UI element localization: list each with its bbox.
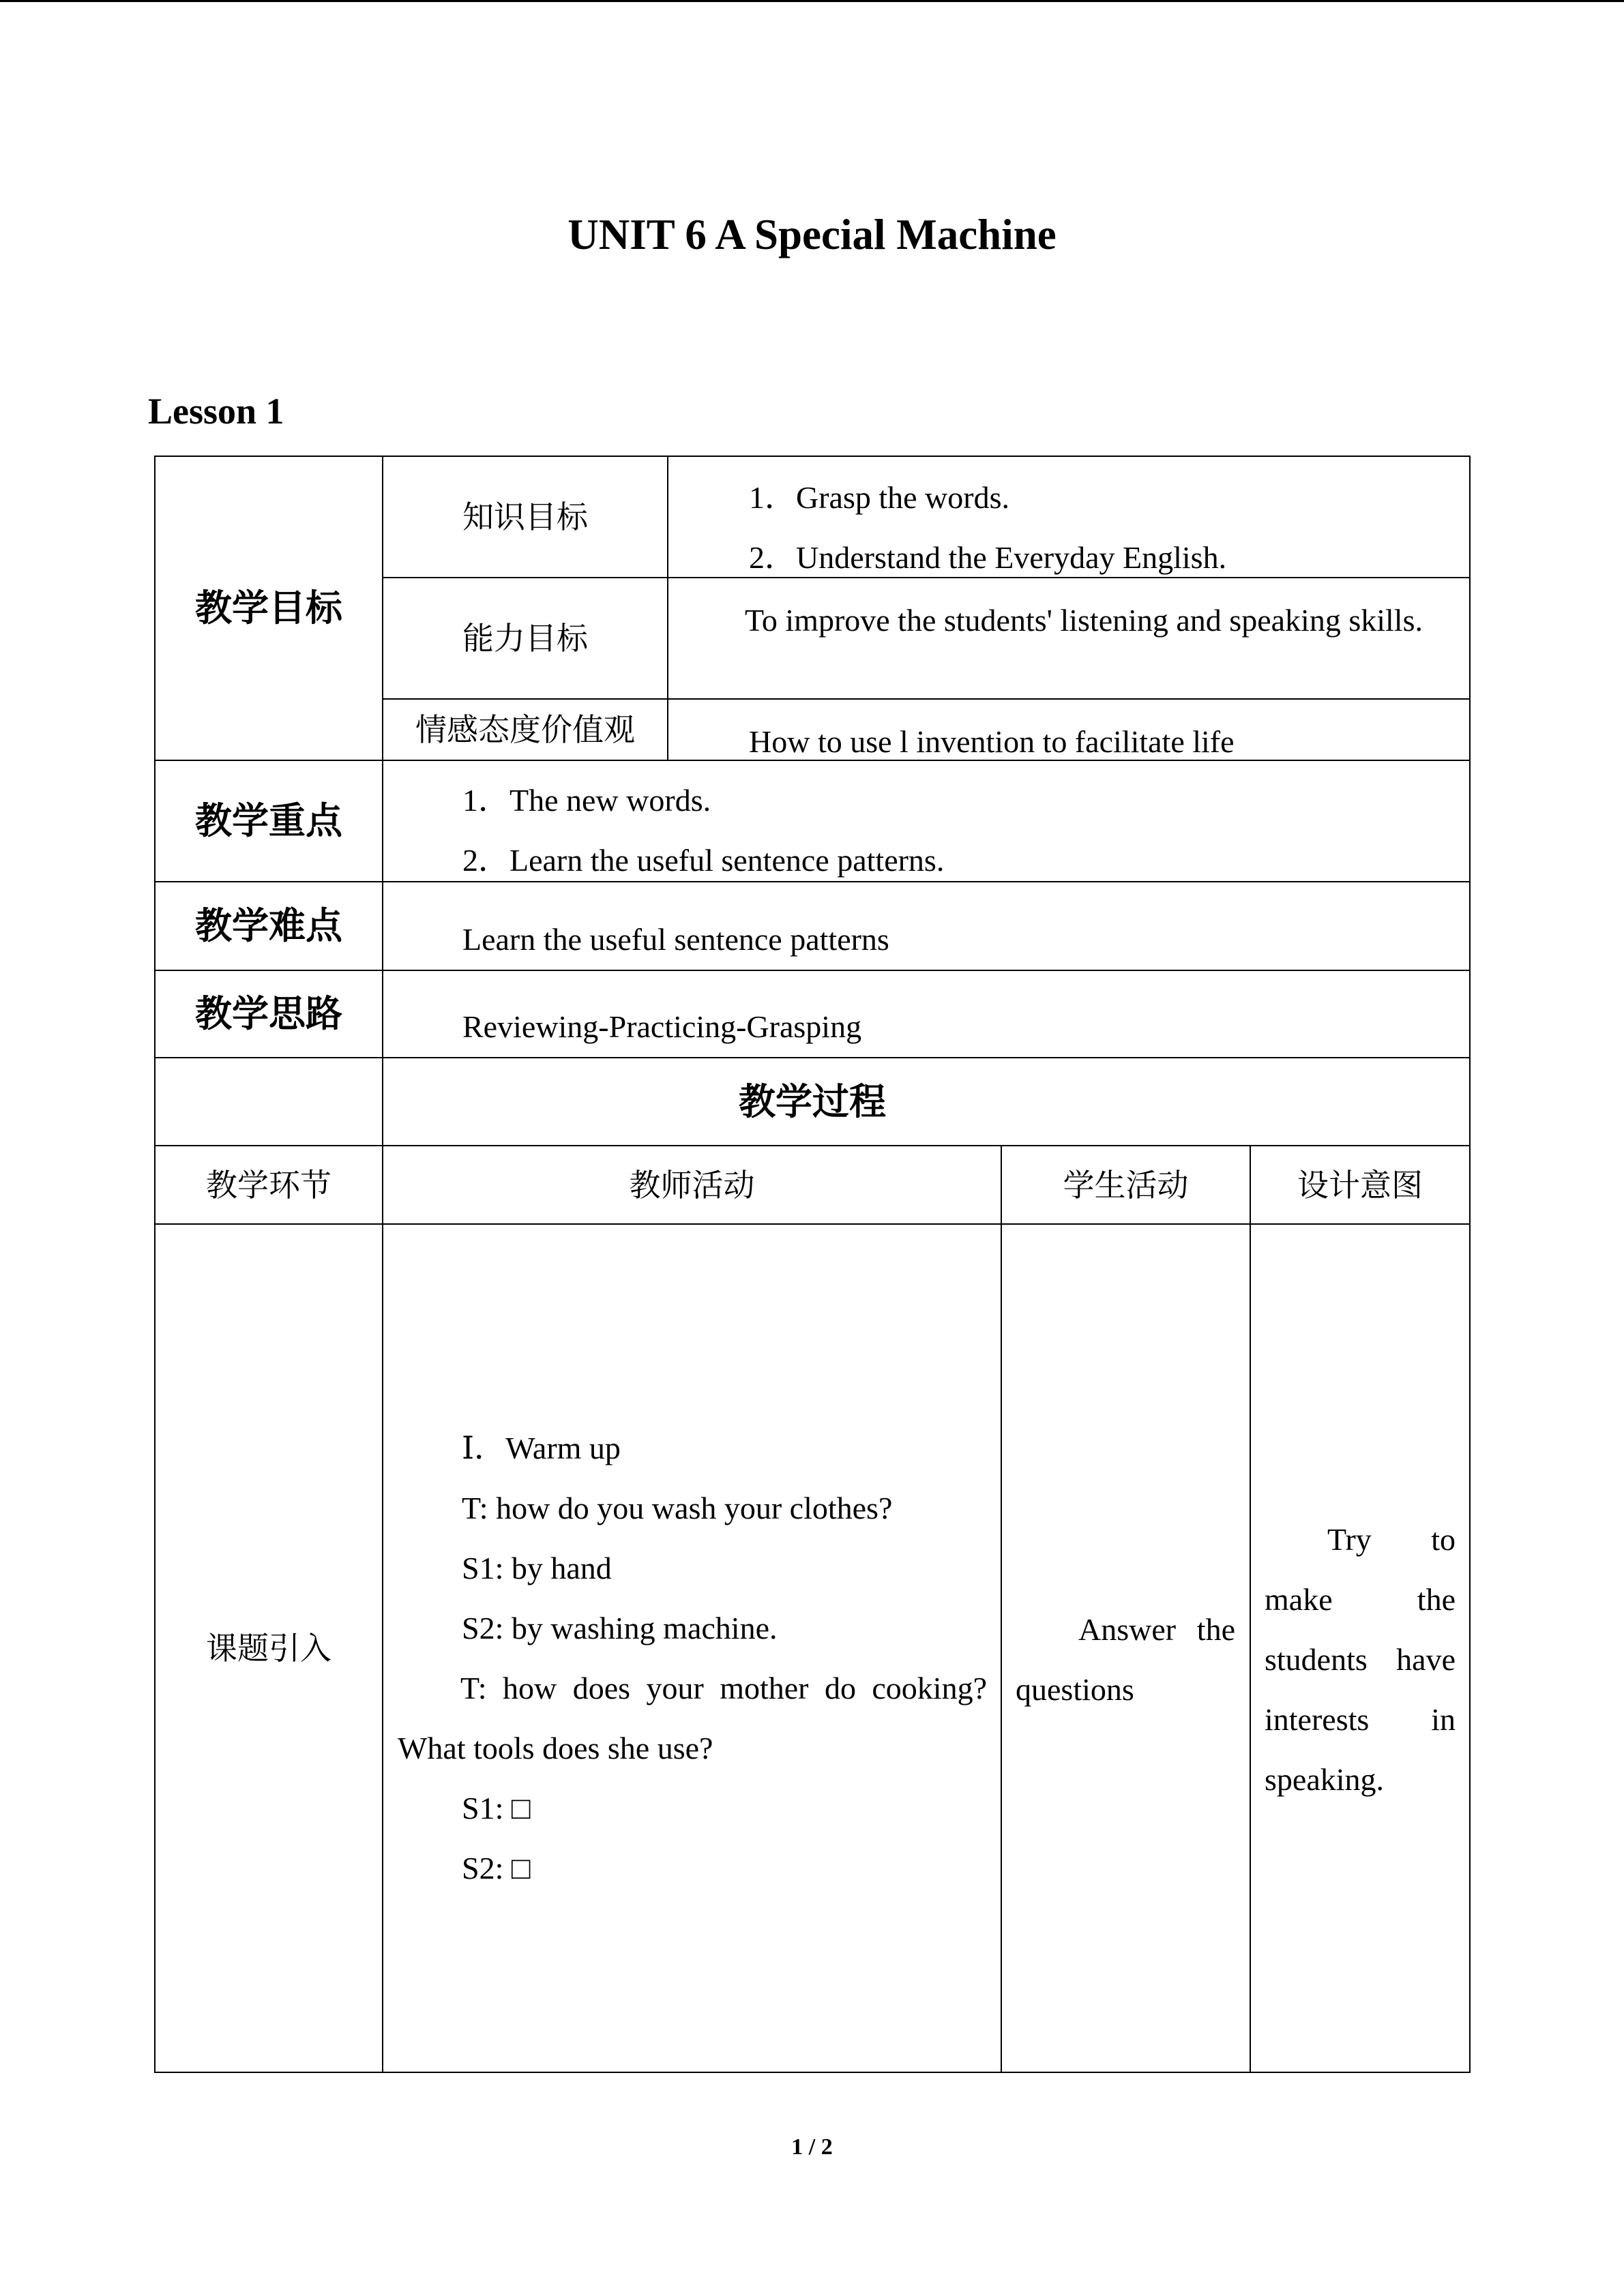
- key-points-label: 教学重点: [195, 799, 342, 842]
- page-top-border: [0, 0, 1624, 2]
- teacher-line: S1: by hand: [462, 1551, 612, 1585]
- teacher-line: S1: □: [462, 1791, 531, 1825]
- teacher-line: S2: □: [462, 1851, 531, 1885]
- process-heading: 教学过程: [739, 1079, 886, 1123]
- emotion-objective-text: How to use l invention to facilitate life: [749, 724, 1235, 759]
- header-stage: 教学环节: [206, 1166, 331, 1204]
- knowledge-objective-list: [749, 468, 1458, 588]
- student-activity-cell: Answer the questions: [1016, 1612, 1235, 1707]
- emotion-objective-label: 情感态度价值观: [415, 711, 635, 748]
- difficulties-label: 教学难点: [195, 904, 342, 947]
- knowledge-objective-item: 1．Grasp the words.: [749, 480, 1009, 515]
- warm-up-heading: Ⅰ．Warm up: [462, 1431, 621, 1465]
- document-title: UNIT 6 A Special Machine: [567, 211, 1057, 258]
- teacher-line: T: how does your mother do cooking? What tools does she use?: [398, 1671, 987, 1765]
- header-student-activity: 学生活动: [1063, 1166, 1189, 1204]
- approach-label: 教学思路: [195, 992, 342, 1035]
- lesson-heading: Lesson 1: [148, 391, 284, 432]
- ability-objective-label: 能力目标: [462, 620, 588, 657]
- approach-text: Reviewing-Practicing-Grasping: [462, 1009, 862, 1044]
- knowledge-objective-item: 2．Understand the Everyday English.: [749, 540, 1227, 575]
- header-teacher-activity: 教师活动: [629, 1166, 755, 1204]
- key-point-item: 1．The new words.: [462, 783, 711, 818]
- stage-cell: 课题引入: [206, 1630, 331, 1667]
- header-design-intent: 设计意图: [1297, 1166, 1423, 1204]
- key-points-list: [462, 771, 1458, 891]
- objectives-label: 教学目标: [195, 586, 342, 629]
- teacher-activity-cell: [398, 1418, 987, 1898]
- knowledge-objective-label: 知识目标: [462, 498, 588, 535]
- page-number: 1 / 2: [791, 2134, 833, 2160]
- teacher-line: T: how do you wash your clothes?: [462, 1491, 893, 1525]
- teacher-line: S2: by washing machine.: [462, 1611, 778, 1645]
- ability-objective-text: To improve the students' listening and speaking skills.: [745, 603, 1423, 638]
- key-point-item: 2．Learn the useful sentence patterns.: [462, 843, 945, 878]
- design-intent-cell: Try to make the students have interests in speaking.: [1265, 1522, 1456, 1797]
- difficulties-text: Learn the useful sentence patterns: [462, 922, 889, 957]
